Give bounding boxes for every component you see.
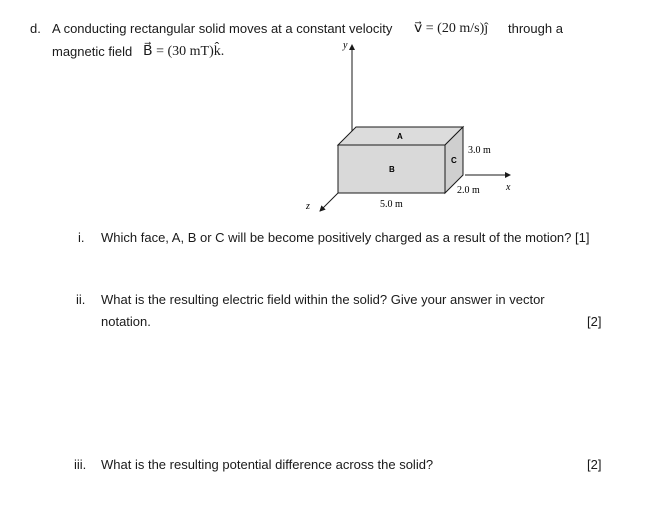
height-dimension: 3.0 m — [468, 145, 491, 156]
question-line1-suffix: through a — [508, 21, 563, 36]
question-line2-prefix: magnetic field — [52, 44, 133, 59]
part-i-number: i. — [78, 230, 85, 245]
face-a-label: A — [397, 132, 403, 141]
part-iii-marks: [2] — [587, 457, 602, 472]
part-ii-marks: [2] — [587, 314, 602, 329]
part-iii-text: What is the resulting potential difference across the solid? — [101, 457, 434, 472]
question-letter: d. — [30, 21, 41, 36]
z-axis-label: z — [306, 201, 310, 212]
magnetic-field-expression: B⃗ = (30 mT)k̂. — [143, 44, 225, 59]
part-ii-text-line2: notation. — [101, 314, 151, 329]
z-axis — [320, 193, 338, 211]
length-dimension: 5.0 m — [380, 199, 403, 210]
part-ii-text-line1: What is the resulting electric field within the solid? Give your answer in vector — [101, 292, 545, 307]
face-c-label: C — [451, 156, 457, 165]
depth-dimension: 2.0 m — [457, 185, 480, 196]
velocity-expression: v⃗ = (20 m/s)ĵ — [414, 21, 489, 36]
face-b-label: B — [389, 165, 395, 174]
part-ii-number: ii. — [76, 292, 86, 307]
x-axis-label: x — [506, 182, 511, 193]
question-line1-prefix: A conducting rectangular solid moves at a constant velocity — [52, 21, 393, 36]
y-axis-label: y — [343, 40, 348, 51]
part-iii-number: iii. — [74, 457, 87, 472]
part-i-text: Which face, A, B or C will be become positively charged as a result of the motion? [1] — [101, 230, 590, 245]
